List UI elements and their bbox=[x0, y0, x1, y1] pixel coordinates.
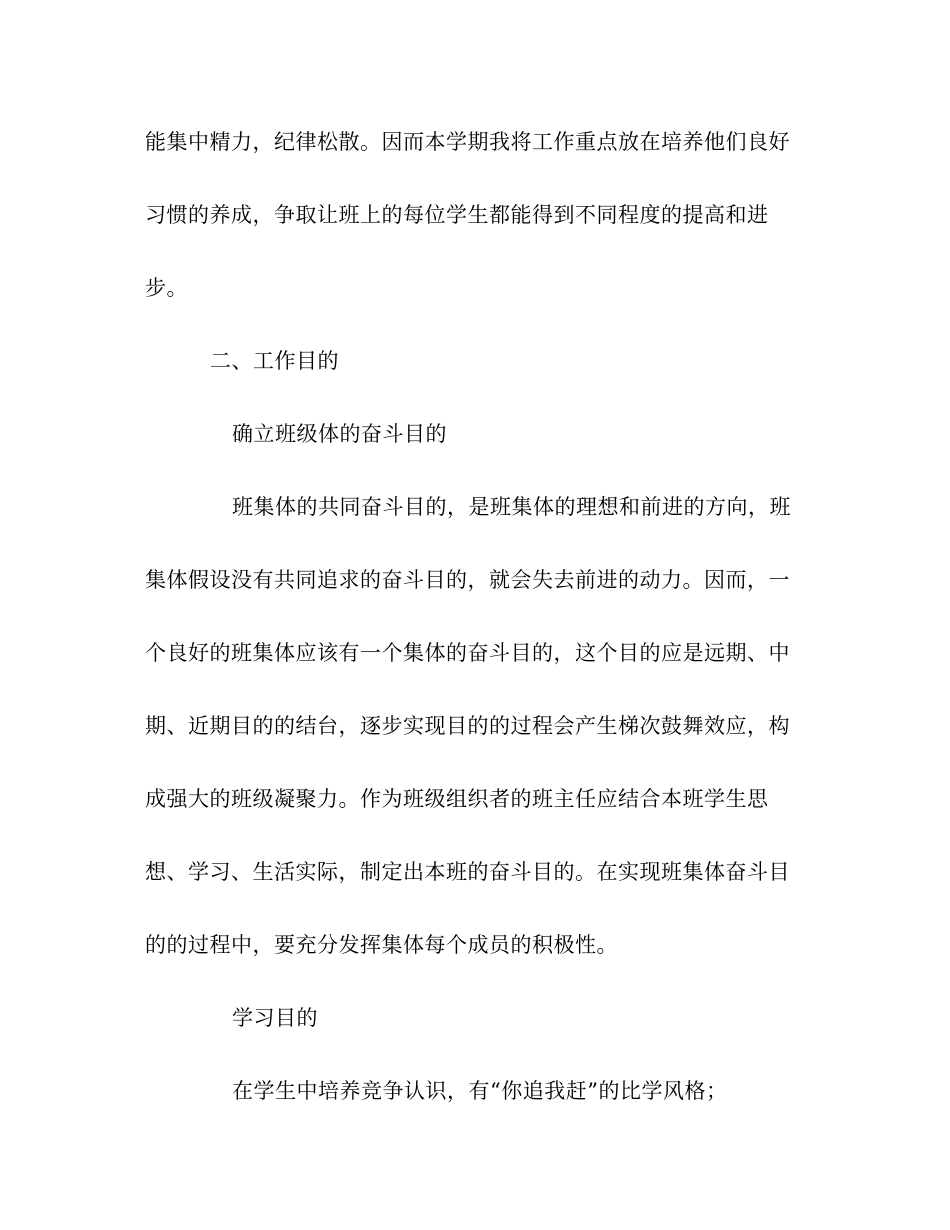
paragraph-line-11: 想、学习、生活实际，制定出本班的奋斗目的。在实现班集体奋斗目 bbox=[145, 860, 790, 884]
paragraph-line-10: 成强大的班级凝聚力。作为班级组织者的班主任应结合本班学生思 bbox=[145, 787, 769, 811]
paragraph-line-6: 班集体的共同奋斗目的，是班集体的理想和前进的方向，班 bbox=[232, 495, 791, 519]
paragraph-line-3: 步。 bbox=[145, 276, 188, 300]
subheading-class-goal: 确立班级体的奋斗目的 bbox=[232, 422, 447, 446]
paragraph-line-2: 习惯的养成，争取让班上的每位学生都能得到不同程度的提高和进 bbox=[145, 203, 769, 227]
paragraph-line-14: 在学生中培养竞争认识，有“你追我赶”的比学风格； bbox=[232, 1079, 728, 1103]
paragraph-line-8: 个良好的班集体应该有一个集体的奋斗目的，这个目的应是远期、中 bbox=[145, 641, 790, 665]
section-heading: 二、工作目的 bbox=[210, 349, 339, 373]
paragraph-line-1: 能集中精力，纪律松散。因而本学期我将工作重点放在培养他们良好 bbox=[145, 130, 790, 154]
paragraph-line-7: 集体假设没有共同追求的奋斗目的，就会失去前进的动力。因而，一 bbox=[145, 568, 790, 592]
paragraph-line-12: 的的过程中，要充分发挥集体每个成员的积极性。 bbox=[145, 933, 618, 957]
paragraph-line-9: 期、近期目的的结台，逐步实现目的的过程会产生梯次鼓舞效应，构 bbox=[145, 714, 790, 738]
subheading-learning-goal: 学习目的 bbox=[232, 1006, 318, 1030]
